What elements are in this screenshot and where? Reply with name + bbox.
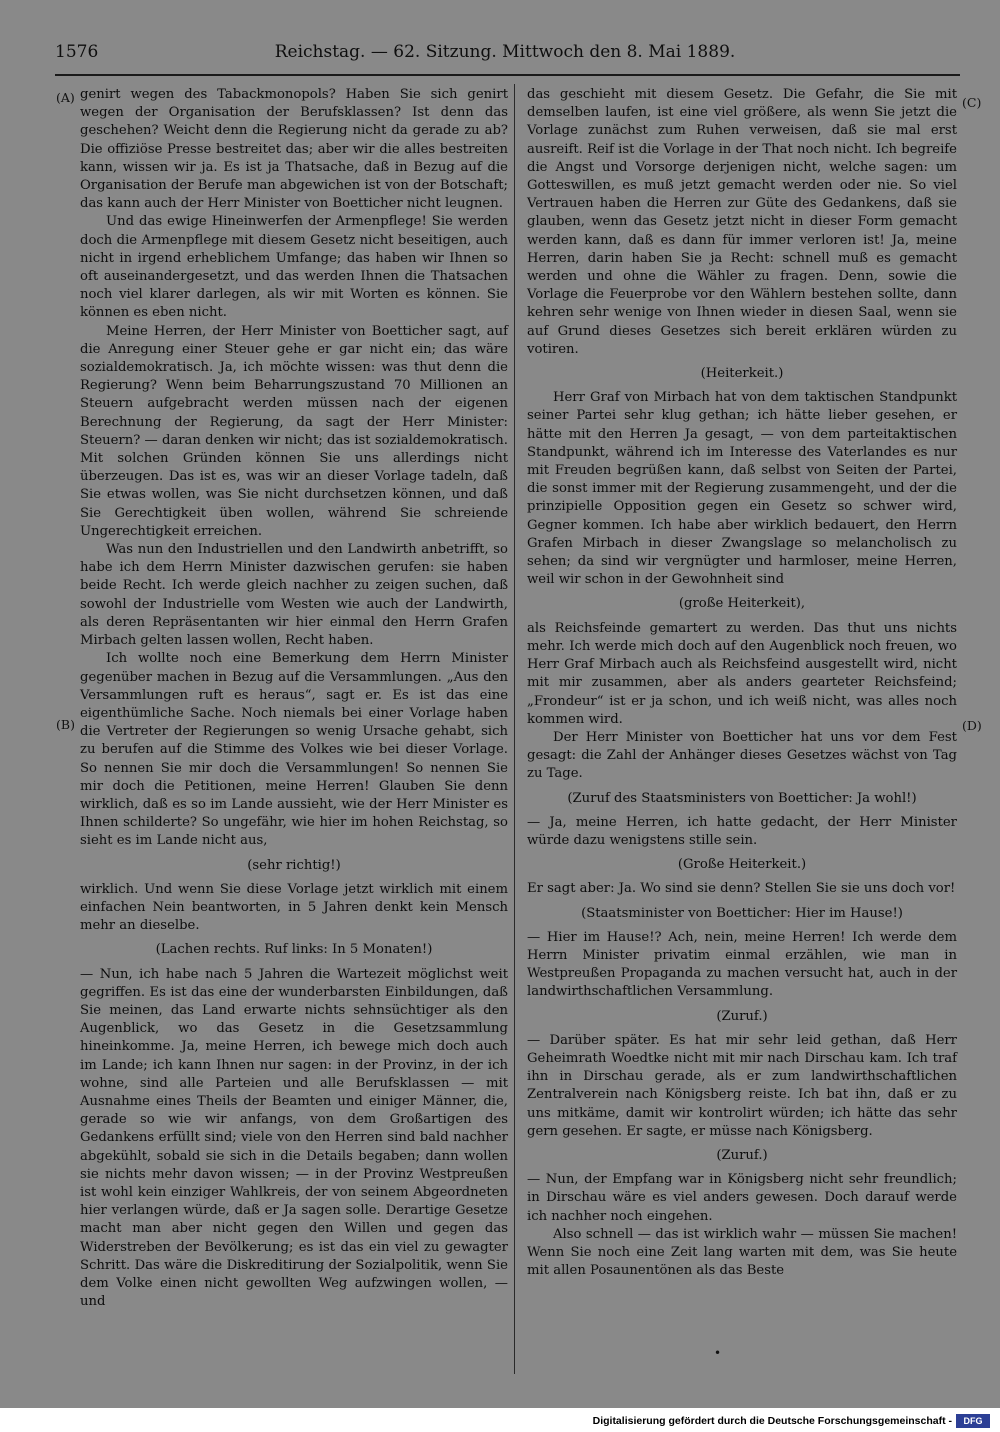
interjection: (Heiterkeit.) [700, 366, 784, 382]
interjection: (Große Heiterkeit.) [677, 857, 807, 873]
dfg-logo: DFG [956, 1414, 990, 1428]
interjection: (Lachen rechts. Ruf links: In 5 Monaten!) [155, 942, 433, 958]
paragraph: Was nun den Industriellen und den Landwirth anbetrifft, so habe ich dem Herrn Minister dazwischen gerufen: sie haben beide Recht. Ich werde gleich nachher zu zeigen suchen, daß sowohl der Industrielle vom Westen wie auch der Landwirth, als deren Repräsentanten wir hier einmal den Herrn Grafen Mirbach gelten lassen wollen, Recht haben. [80, 542, 508, 649]
paragraph: genirt wegen des Tabackmonopols? Haben Sie sich genirt wegen der Organisation der Berufsklassen? Ist denn das geschehen? Weicht denn die Regierung nicht da gerade zu ab? Die offiziöse Presse bestreitet das; aber wir die alles bestreiten kann, wissen wir ja. Es ist ja Thatsache, daß in Bezug auf die Organisation der Berufe man abgewichen ist von der Botschaft; das kann auch der Herr Minister von Boetticher nicht leugnen. [80, 87, 508, 212]
interjection: (Staatsminister von Boetticher: Hier im Hause!) [581, 905, 903, 921]
left-column [80, 86, 508, 1311]
paragraph: Und das ewige Hineinwerfen der Armenpflege! Sie werden doch die Armenpflege mit diesem Gesetz nicht beseitigen, auch nicht in irgend erheblichem Umfange; das haben wir Ihnen so oft auseinandergesetzt, und das werden Ihnen die Thatsachen noch viel klarer darlegen, als wir mit Worten es können. Sie können es eben nicht. [80, 214, 508, 321]
paragraph: Er sagt aber: Ja. Wo sind sie denn? Stellen Sie sie uns doch vor! [527, 881, 956, 897]
interjection: (Zuruf.) [716, 1147, 768, 1163]
header-rule [55, 74, 960, 76]
paragraph: das geschieht mit diesem Gesetz. Die Gefahr, die Sie mit demselben laufen, ist eine viel größere, als wenn Sie jetzt die Vorlage zunächst zum Ruhen verweisen, daß sie mal erst ausreift. Reif ist die Vorlage in der That noch nicht. Ich begreife die Angst und Vorsorge derjenigen nicht, welche sagen: um Gotteswillen, es muß jetzt gemacht werden oder nie. So viel Vertrauen haben die Herren zur Güte des Gedankens, daß sie glauben, wenn das Gesetz jetzt nicht in dieser Form gemacht werden kann, daß es dann für immer verloren ist! Ja, meine Herren, darin haben Sie ja Recht: schnell muß es gemacht werden und ohne die Wähler zu fragen. Denn, sowie die Vorlage die Feuerprobe vor den Wählern bestehen sollte, dann kehren sehr wenige von Ihnen wieder in diesen Saal, wenn sie auf Grund dieses Gesetzes sich bereit erklären würden zu votiren. [527, 87, 957, 357]
digitization-footer [0, 1414, 1000, 1432]
paragraph: — Nun, der Empfang war in Königsberg nicht sehr freundlich; in Dirschau wäre es viel anders gewesen. Doch darauf werde ich nachher noch eingehen. [527, 1172, 957, 1224]
paragraph: Also schnell — das ist wirklich wahr — müssen Sie machen! Wenn Sie noch eine Zeit lang warten mit dem, was Sie heute mit allen Posaunentönen als das Beste [527, 1226, 957, 1279]
paragraph: — Hier im Hause!? Ach, nein, meine Herren! Ich werde dem Herrn Minister privatim einmal erzählen, wie man in Westpreußen Propaganda zu machen versucht hat, auch in der landwirthschaftlichen Versammlung. [527, 929, 957, 1000]
paragraph: — Darüber später. Es hat mir sehr leid gethan, daß Herr Geheimrath Woedtke nicht mit mir nach Dirschau kam. Ich traf ihn in Dirschau gerade, als er zum landwirthschaftlichen Zentralverein nach Königsberg reiste. Ich bat ihn, daß er zu uns mitkäme, damit wir kontrolirt würden; ich hätte das sehr gern gesehen. Er sagte, er müsse nach Königsberg. [527, 1032, 957, 1139]
paragraph: als Reichsfeinde gemartert zu werden. Das thut uns nichts mehr. Ich werde mich doch auf den Augenblick noch freuen, wo Herr Graf Mirbach auch als Reichsfeind ausgestellt wird, nicht mit mir zusammen, aber als anders gearteter Reichsfeind; „Frondeur“ ist er ja schon, und ich weiß nicht, was alles noch kommen wird. [527, 620, 957, 727]
interjection: (sehr richtig!) [247, 857, 341, 873]
paragraph: Herr Graf von Mirbach hat von dem taktischen Standpunkt seiner Partei sehr klug gethan; ich hätte lieber gesehen, er hätte mit den Herren Ja gesagt, — von dem parteitaktischen Standpunkt, während ich im Interesse des Vaterlandes es nur mit Freuden begrüßen kann, daß selbst von Seiten der Partei, die sonst immer mit der Regierung zusammengeht, und der die prinzipielle Opposition gegen ein Gesetz so schwer wird, Gegner kommen. Ich habe aber wirklich bedauert, den Herrn Grafen Mirbach in dieser Zwangslage so melancholisch zu sehen; da sind wir vergnügter und harmloser, meine Herren, weil wir schon in der Gewohnheit sind [527, 390, 957, 588]
paragraph: — Ja, meine Herren, ich hatte gedacht, der Herr Minister würde dazu wenigstens stille sein. [527, 814, 957, 848]
paragraph: Ich wollte noch eine Bemerkung dem Herrn Minister gegenüber machen in Bezug auf die Versammlungen. „Aus den Versammlungen ruft es heraus“, sagt er. Es ist das eine eigenthümliche Sache. Noch niemals bei einer Vorlage haben die Vertreter der Regierungen so wenig Ursache gehabt, sich zu berufen auf die Stimme des Volkes wie bei dieser Vorlage. So nennen Sie mir doch die Versammlungen! So nennen Sie mir doch die Petitionen, meine Herren! Glauben Sie denn wirklich, daß es so im Lande aussieht, wie der Herr Minister es Ihnen schilderte? So ungefähr, wie hier im hohen Reichstag, so sieht es im Lande nicht aus, [80, 651, 508, 849]
paragraph: Meine Herren, der Herr Minister von Boetticher sagt, auf die Anregung einer Steuer gehe er gar nicht ein; das wäre sozialdemokratisch. Ja, ich möchte wissen: was thut denn die Regierung? Wenn beim Beharrungszustand 70 Millionen an Steuern aufgebracht werden müssen nach der eigenen Berechnung der Regierung, da sagt der Herr Minister: Steuern? — daran denken wir nicht; das ist sozialdemokratisch. Mit solchen Gründen können Sie uns allerdings nicht überzeugen. Das ist es, was wir an dieser Vorlage tadeln, daß Sie etwas wollen, was Sie nicht durchsetzen können, und daß Sie Gerechtigkeit üben wollen, während Sie schreiende Ungerechtigkeit erreichen. [80, 323, 508, 539]
margin-marker-a: (A) [56, 90, 75, 105]
column-divider [514, 84, 515, 1374]
page-header [55, 42, 955, 66]
interjection: (große Heiterkeit), [678, 596, 806, 612]
interjection: (Zuruf.) [716, 1008, 768, 1024]
margin-marker-d: (D) [962, 718, 982, 733]
running-title: Reichstag. — 62. Sitzung. Mittwoch den 8. Mai 1889. [274, 42, 736, 62]
margin-marker-b: (B) [56, 717, 75, 732]
right-column [527, 86, 957, 1280]
paragraph: Der Herr Minister von Boetticher hat uns vor dem Fest gesagt: die Zahl der Anhänger dieses Gesetzes wächst von Tag zu Tage. [527, 729, 957, 782]
paragraph: — Nun, ich habe nach 5 Jahren die Wartezeit möglichst weit gegriffen. Es ist das eine der wunderbarsten Einbildungen, daß Sie meinen, das Land erwarte nichts sehnsüchtiger als den Augenblick, wo das Gesetz in die Gesetzsammlung hineinkomme. Ja, meine Herren, ich bewege mich doch auch im Lande; ich kann Ihnen nur sagen: in der Provinz, in der ich wohne, sind alle Parteien und alle Berufsklassen — mit Ausnahme eines Theils der Beamten und einiger Männer, die, gerade so wie wir anfangs, von dem Großartigen des Gedankens erfüllt sind; viele von den Herren sind bald nachher abgekühlt, sobald sie sich in die Details begaben; dann wollen sie nichts mehr davon wissen; — in der Provinz Westpreußen ist wohl kein einziger Wahlkreis, der von seinem Abgeordneten hier verlangen würde, daß er Ja sagen solle. Derartige Gesetze macht man aber nicht gegen den Willen und gegen das Widerstreben der Bevölkerung; es ist das ein viel zu gewagter Schritt. Das wäre die Diskreditirung der Sozialpolitik, wenn Sie dem Volke einen nicht gewollten Weg aufzwingen wollen, — und [80, 966, 508, 1310]
margin-marker-c: (C) [962, 95, 982, 110]
ornament-dot: • [714, 1346, 722, 1360]
interjection: (Zuruf des Staatsministers von Boetticher: Ja wohl!) [567, 790, 917, 806]
paragraph: wirklich. Und wenn Sie diese Vorlage jetzt wirklich mit einem einfachen Nein beantworten, in 5 Jahren denkt kein Mensch mehr an dieselbe. [80, 881, 508, 934]
page-number: 1576 [55, 42, 99, 62]
funding-credit: Digitalisierung gefördert durch die Deutsche Forschungsgemeinschaft - [592, 1415, 952, 1427]
